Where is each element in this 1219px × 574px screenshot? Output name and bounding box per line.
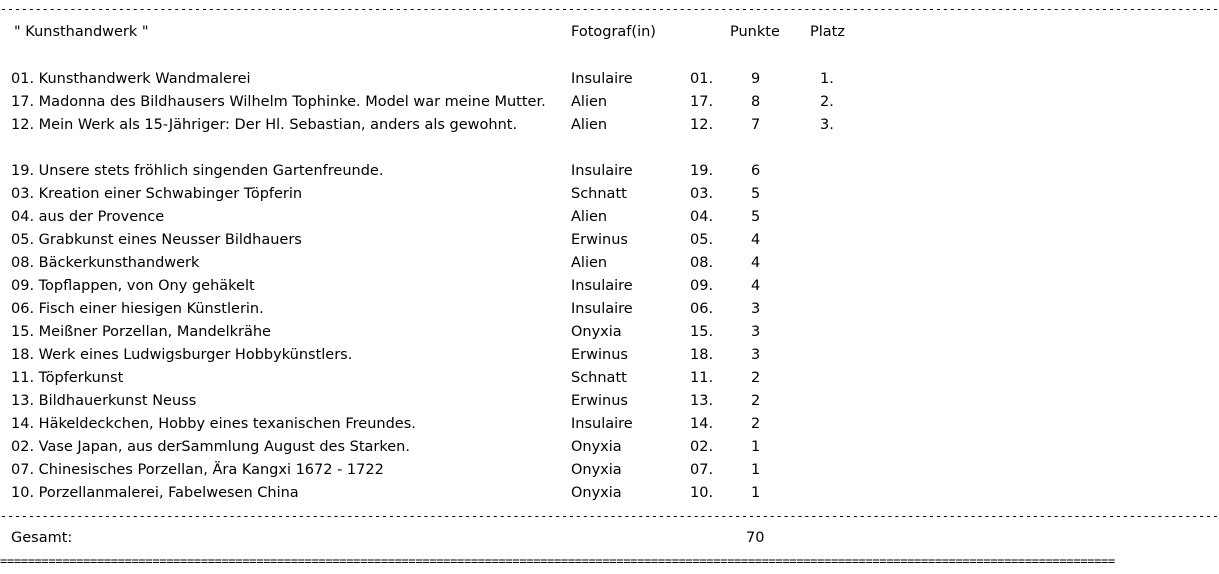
row-points: 3 — [751, 324, 761, 340]
row-title: 11. Töpferkunst — [11, 370, 124, 386]
row-points: 3 — [751, 301, 761, 317]
row-number: 11. — [690, 370, 714, 386]
row-number: 12. — [690, 117, 714, 133]
row-title: 04. aus der Provence — [11, 209, 165, 225]
bottom-double-rule: ================================================================================================================================================================= — [0, 554, 1115, 568]
row-number: 01. — [690, 71, 714, 87]
total-label: Gesamt: — [11, 530, 73, 546]
row-title: 17. Madonna des Bildhausers Wilhelm Tophinke. Model war meine Mutter. — [11, 94, 546, 110]
row-photographer: Insulaire — [571, 278, 633, 294]
row-points: 3 — [751, 347, 761, 363]
row-points: 1 — [751, 439, 761, 455]
row-photographer: Schnatt — [571, 186, 627, 202]
row-photographer: Insulaire — [571, 301, 633, 317]
row-photographer: Erwinus — [571, 347, 628, 363]
row-points: 5 — [751, 186, 761, 202]
row-number: 10. — [690, 485, 714, 501]
row-title: 19. Unsere stets fröhlich singenden Gartenfreunde. — [11, 163, 384, 179]
row-photographer: Alien — [571, 209, 608, 225]
row-number: 06. — [690, 301, 714, 317]
total-value: 70 — [746, 530, 765, 546]
row-title: 08. Bäckerkunsthandwerk — [11, 255, 200, 271]
row-photographer: Onyxia — [571, 462, 622, 478]
row-title: 05. Grabkunst eines Neusser Bildhauers — [11, 232, 302, 248]
row-title: 13. Bildhauerkunst Neuss — [11, 393, 197, 409]
row-title: 03. Kreation einer Schwabinger Töpferin — [11, 186, 303, 202]
middle-dashed-rule: -------------------------------------------------------------------------------------------------------------------------------------------------------------------------------- — [0, 509, 1219, 523]
row-photographer: Onyxia — [571, 439, 622, 455]
header-place: Platz — [810, 24, 845, 40]
row-number: 02. — [690, 439, 714, 455]
row-number: 09. — [690, 278, 714, 294]
row-title: 14. Häkeldeckchen, Hobby eines texanischen Freundes. — [11, 416, 416, 432]
row-photographer: Insulaire — [571, 163, 633, 179]
row-points: 1 — [751, 485, 761, 501]
row-number: 15. — [690, 324, 714, 340]
row-number: 19. — [690, 163, 714, 179]
row-title: 01. Kunsthandwerk Wandmalerei — [11, 71, 251, 87]
row-title: 07. Chinesisches Porzellan, Ära Kangxi 1672 - 1722 — [11, 462, 384, 478]
top-dashed-rule: -------------------------------------------------------------------------------------------------------------------------------------------------------------------------------- — [0, 2, 1219, 16]
row-points: 5 — [751, 209, 761, 225]
row-number: 07. — [690, 462, 714, 478]
row-points: 4 — [751, 278, 761, 294]
row-title: 02. Vase Japan, aus derSammlung August des Starken. — [11, 439, 410, 455]
row-title: 18. Werk eines Ludwigsburger Hobbykünstlers. — [11, 347, 353, 363]
row-photographer: Alien — [571, 255, 608, 271]
row-place: 2. — [820, 94, 834, 110]
row-title: 12. Mein Werk als 15-Jähriger: Der Hl. Sebastian, anders als gewohnt. — [11, 117, 518, 133]
row-photographer: Insulaire — [571, 71, 633, 87]
row-title: 10. Porzellanmalerei, Fabelwesen China — [11, 485, 299, 501]
row-points: 2 — [751, 416, 761, 432]
header-photographer: Fotograf(in) — [571, 24, 656, 40]
row-number: 08. — [690, 255, 714, 271]
row-photographer: Erwinus — [571, 393, 628, 409]
row-number: 14. — [690, 416, 714, 432]
header-points: Punkte — [730, 24, 780, 40]
row-place: 3. — [820, 117, 834, 133]
row-place: 1. — [820, 71, 834, 87]
row-photographer: Schnatt — [571, 370, 627, 386]
row-photographer: Alien — [571, 94, 608, 110]
row-points: 8 — [751, 94, 761, 110]
row-number: 03. — [690, 186, 714, 202]
row-points: 7 — [751, 117, 761, 133]
row-number: 04. — [690, 209, 714, 225]
row-photographer: Erwinus — [571, 232, 628, 248]
row-number: 18. — [690, 347, 714, 363]
row-title: 15. Meißner Porzellan, Mandelkrähe — [11, 324, 271, 340]
row-number: 13. — [690, 393, 714, 409]
row-points: 2 — [751, 393, 761, 409]
row-photographer: Onyxia — [571, 485, 622, 501]
row-title: 06. Fisch einer hiesigen Künstlerin. — [11, 301, 264, 317]
page-title: " Kunsthandwerk " — [14, 24, 149, 40]
row-points: 2 — [751, 370, 761, 386]
row-points: 6 — [751, 163, 761, 179]
row-photographer: Alien — [571, 117, 608, 133]
row-number: 17. — [690, 94, 714, 110]
row-number: 05. — [690, 232, 714, 248]
row-points: 9 — [751, 71, 761, 87]
row-photographer: Insulaire — [571, 416, 633, 432]
row-points: 4 — [751, 255, 761, 271]
row-points: 1 — [751, 462, 761, 478]
row-title: 09. Topflappen, von Ony gehäkelt — [11, 278, 255, 294]
row-points: 4 — [751, 232, 761, 248]
row-photographer: Onyxia — [571, 324, 622, 340]
